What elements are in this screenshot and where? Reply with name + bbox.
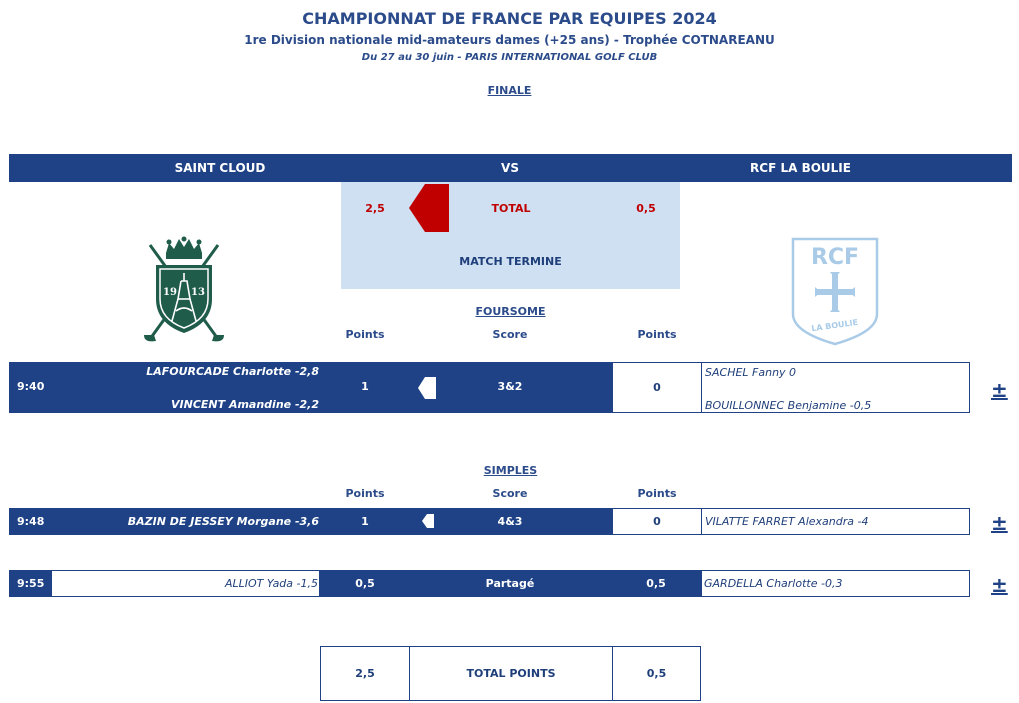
away-player: VILATTE FARRET Alexandra -4 bbox=[705, 515, 869, 528]
tee-time: 9:40 bbox=[17, 380, 45, 393]
home-logo-year-left: 19 bbox=[163, 287, 177, 298]
home-player: ALLIOT Yada -1,5 bbox=[224, 577, 318, 590]
away-player: SACHEL Fanny 0 bbox=[705, 366, 797, 379]
tee-time: 9:48 bbox=[17, 515, 45, 528]
away-points: 0,5 bbox=[646, 577, 666, 590]
team-header-bar bbox=[9, 154, 1012, 182]
home-points: 0,5 bbox=[355, 577, 375, 590]
match-score: 3&2 bbox=[497, 380, 523, 393]
total-points-box bbox=[320, 646, 701, 701]
away-logo-initials: RCF bbox=[810, 245, 860, 270]
home-team-logo bbox=[140, 235, 228, 347]
foursome-match-row bbox=[9, 362, 970, 413]
home-player: VINCENT Amandine -2,2 bbox=[171, 398, 319, 411]
total-label: TOTAL bbox=[491, 202, 531, 215]
simples-col-points-home: Points bbox=[345, 487, 385, 500]
away-player: BOUILLONNEC Benjamine -0,5 bbox=[705, 399, 872, 412]
away-points: 0 bbox=[653, 515, 661, 528]
simples-col-points-away: Points bbox=[637, 487, 677, 500]
home-player: LAFOURCADE Charlotte -2,8 bbox=[146, 365, 319, 378]
away-side-cell bbox=[612, 362, 970, 413]
foursome-col-score: Score bbox=[492, 328, 528, 341]
away-side-cell bbox=[612, 508, 970, 535]
event-dates: Du 27 au 30 juin - PARIS INTERNATIONAL GOLF CLUB bbox=[361, 52, 658, 63]
foursome-title: FOURSOME bbox=[475, 305, 546, 318]
tee-time-cell bbox=[9, 570, 51, 597]
simples-title: SIMPLES bbox=[483, 464, 538, 477]
home-side-cell bbox=[9, 508, 612, 535]
foursome-col-points-away: Points bbox=[637, 328, 677, 341]
away-team-logo bbox=[790, 236, 880, 346]
total-points-label: TOTAL POINTS bbox=[466, 667, 556, 680]
away-logo-name: LA BOULIE bbox=[810, 317, 859, 334]
home-side-cell bbox=[9, 362, 612, 413]
simples-col-score: Score bbox=[492, 487, 528, 500]
expand-match-button[interactable]: ± bbox=[991, 378, 1008, 402]
home-logo-year-right: 13 bbox=[191, 287, 205, 298]
tee-time: 9:55 bbox=[17, 577, 45, 590]
home-points: 1 bbox=[361, 380, 369, 393]
winner-arrow-icon bbox=[422, 514, 434, 528]
away-total-score: 0,5 bbox=[636, 202, 656, 215]
cell-divider bbox=[701, 508, 702, 535]
halved-result-cell bbox=[320, 570, 701, 597]
simple-match-row bbox=[9, 508, 970, 535]
home-total-points: 2,5 bbox=[355, 667, 375, 680]
expand-match-button[interactable]: ± bbox=[991, 511, 1008, 535]
score-box bbox=[341, 182, 680, 289]
expand-match-button[interactable]: ± bbox=[991, 573, 1008, 597]
away-player: GARDELLA Charlotte -0,3 bbox=[704, 577, 843, 590]
home-player: BAZIN DE JESSEY Morgane -3,6 bbox=[127, 515, 319, 528]
foursome-col-points-home: Points bbox=[345, 328, 385, 341]
away-total-points: 0,5 bbox=[646, 667, 667, 680]
page-subtitle: 1re Division nationale mid-amateurs dames (+25 ans) - Trophée COTNAREANU bbox=[244, 33, 775, 47]
winner-arrow-icon bbox=[409, 184, 449, 232]
simple-match-row bbox=[9, 570, 970, 597]
cell-divider bbox=[701, 362, 702, 413]
home-total-score: 2,5 bbox=[365, 202, 385, 215]
page-title: CHAMPIONNAT DE FRANCE PAR EQUIPES 2024 bbox=[302, 9, 717, 28]
match-score: Partagé bbox=[485, 577, 535, 590]
away-player-cell bbox=[701, 570, 970, 597]
match-status: MATCH TERMINE bbox=[459, 255, 562, 268]
away-points: 0 bbox=[653, 381, 661, 394]
round-title: FINALE bbox=[487, 84, 532, 97]
versus-label: VS bbox=[501, 161, 519, 175]
winner-arrow-icon bbox=[418, 377, 436, 399]
away-team-name: RCF LA BOULIE bbox=[750, 161, 851, 175]
home-player-cell bbox=[51, 570, 320, 597]
home-points: 1 bbox=[361, 515, 369, 528]
home-team-name: SAINT CLOUD bbox=[174, 161, 266, 175]
match-score: 4&3 bbox=[497, 515, 523, 528]
